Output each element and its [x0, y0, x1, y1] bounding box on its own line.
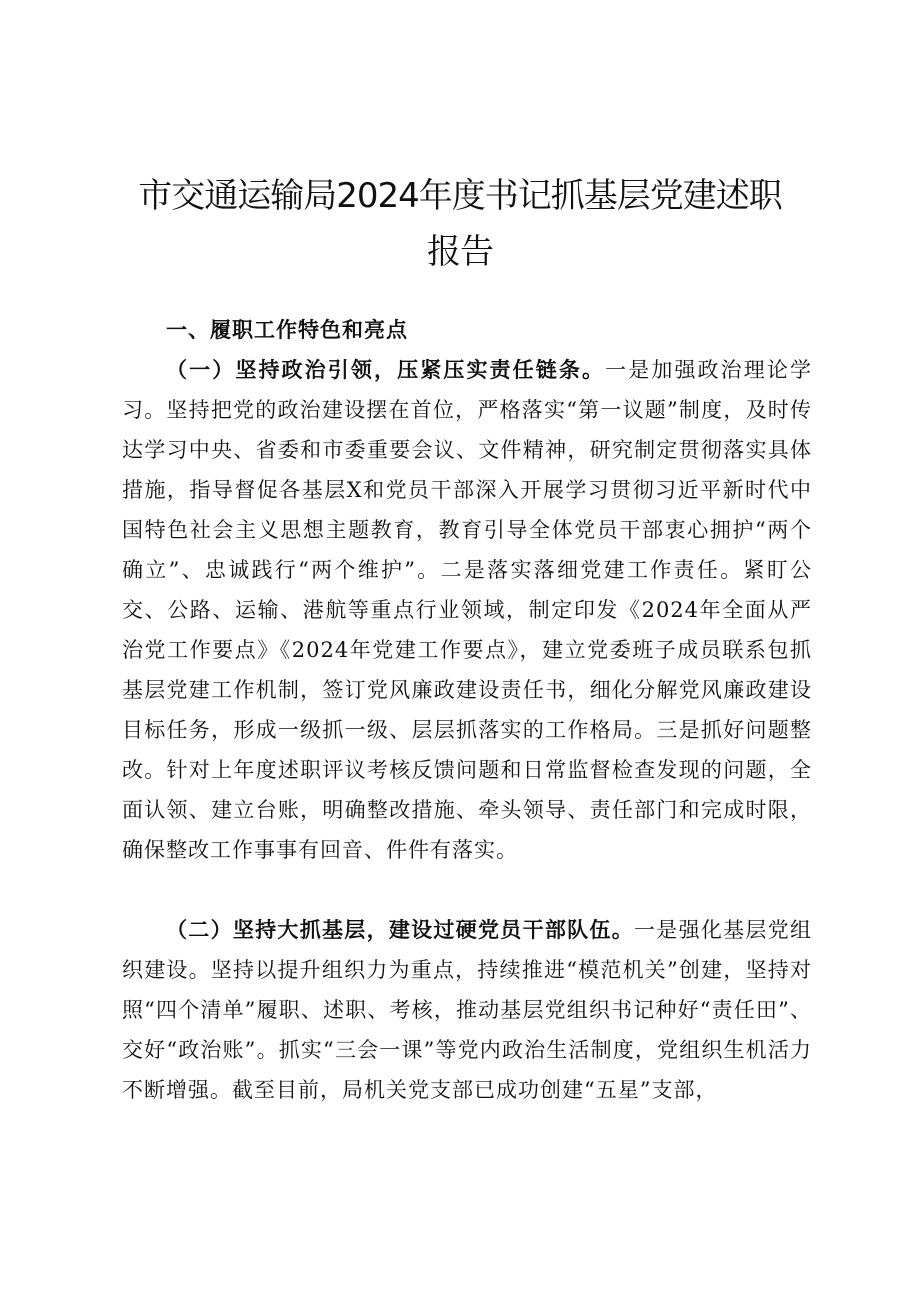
document-title — [100, 168, 820, 280]
paragraph-2-lead: （二）坚持大抓基层，建设过硬党员干部队伍。 — [166, 917, 634, 942]
paragraph-2-text: 一是强化基层党组织建设。坚持以提升组织力为重点，持续推进“模范机关”创建，坚持对照“四个清单”履职、述职、考核，推动基层党组织书记种好“责任田”、交好“政治账”。抓实“三会一课”等党内政治生活制度，党组织生机活力不断增强。截至目前，局机关党支部已成功创建“五星”支部， — [122, 918, 812, 1102]
paragraph-1-text: 一是加强政治理论学习。坚持把党的政治建设摆在首位，严格落实“第一议题”制度，及时传达学习中央、省委和市委重要会议、文件精神，研究制定贯彻落实具体措施，指导督促各基层X和党员干部深入开展学习贯彻习近平新时代中国特色社会主义思想主题教育，教育引导全体党员干部衷心拥护“两个确立”、忠诚践行“两个维护”。二是落实落细党建工作责任。紧盯公交、公路、运输、港航等重点行业领域，制定印发《2024年全面从严治党工作要点》《2024年党建工作要点》，建立党委班子成员联系包抓基层党建工作机制，签订党风廉政建设责任书，细化分解党风廉政建设目标任务，形成一级抓一级、层层抓落实的工作格局。三是抓好问题整改。针对上年度述职评议考核反馈问题和日常监督检查发现的问题，全面认领、建立台账，明确整改措施、牵头领导、责任部门和完成时限，确保整改工作事事有回音、件件有落实。 — [122, 358, 812, 862]
title-line-1: 市交通运输局2024年度书记抓基层党建述职 — [138, 176, 782, 216]
title-line-2: 报告 — [427, 232, 493, 272]
paragraph-2 — [122, 910, 812, 1110]
section-heading: 一、履职工作特色和亮点 — [166, 317, 408, 342]
paragraph-1-lead: （一）坚持政治引领，压紧压实责任链条。 — [166, 357, 606, 382]
paragraph-1 — [122, 350, 812, 870]
